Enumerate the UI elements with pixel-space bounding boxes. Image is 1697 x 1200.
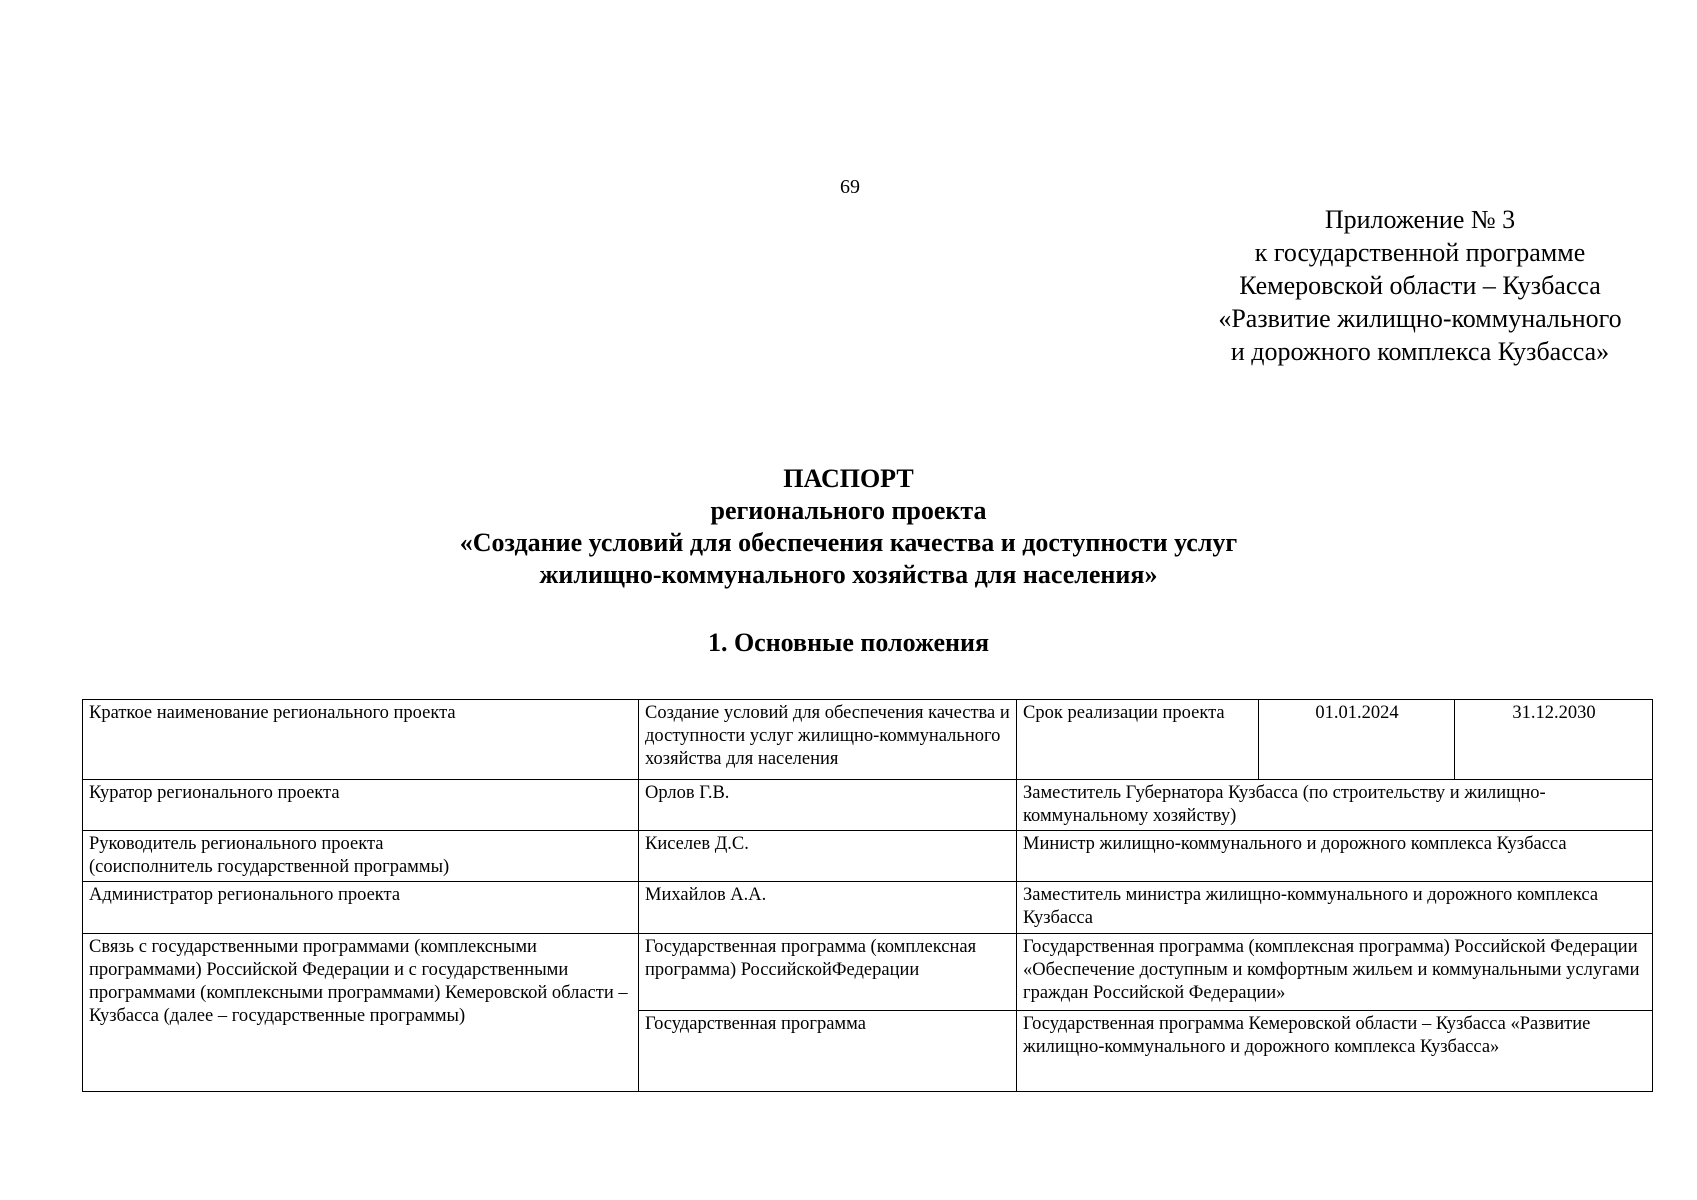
head-position: Министр жилищно-коммунального и дорожного комплекса Кузбасса (1017, 831, 1653, 882)
link-label: Связь с государственными программами (комплексными программами) Российской Федерации и с государственными программами (комплексными программами) Кемеровской области – Кузбасса (далее – государственные программы) (83, 934, 639, 1092)
table-row-curator (83, 780, 1653, 831)
table-row-head (83, 831, 1653, 882)
title-line: регионального проекта (710, 496, 987, 525)
curator-position: Заместитель Губернатора Кузбасса (по строительству и жилищно-коммунальному хозяйству) (1017, 780, 1653, 831)
page-number: 69 (840, 176, 860, 198)
term-label: Срок реализации проекта (1017, 700, 1259, 780)
appendix-note (1170, 203, 1670, 368)
appendix-line: к государственной программе (1254, 238, 1586, 267)
title-line: «Создание условий для обеспечения качества и доступности услуг (459, 528, 1238, 557)
head-name: Киселев Д.С. (639, 831, 1017, 882)
short-name-label: Краткое наименование регионального проекта (83, 700, 639, 780)
passport-table (82, 699, 1653, 1092)
curator-name: Орлов Г.В. (639, 780, 1017, 831)
title-line: ПАСПОРТ (783, 464, 914, 493)
start-date: 01.01.2024 (1259, 700, 1455, 780)
appendix-line: Кемеровской области – Кузбасса (1239, 271, 1601, 300)
table-row-short-name (83, 700, 1653, 780)
admin-label: Администратор регионального проекта (83, 882, 639, 934)
section-heading: 1. Основные положения (707, 628, 990, 657)
appendix-line: и дорожного комплекса Кузбасса» (1230, 337, 1610, 366)
table-row-link-federal (83, 934, 1653, 1011)
short-name-value: Создание условий для обеспечения качества и доступности услуг жилищно-коммунального хозяйства для населения (639, 700, 1017, 780)
document-title (0, 463, 1697, 591)
admin-name: Михайлов А.А. (639, 882, 1017, 934)
appendix-line: Приложение № 3 (1324, 205, 1516, 234)
regional-program-name: Государственная программа Кемеровской области – Кузбасса «Развитие жилищно-коммунального и дорожного комплекса Кузбасса» (1017, 1011, 1653, 1092)
curator-label: Куратор регионального проекта (83, 780, 639, 831)
head-label (83, 831, 639, 882)
admin-position: Заместитель министра жилищно-коммунального и дорожного комплекса Кузбасса (1017, 882, 1653, 934)
appendix-line: «Развитие жилищно-коммунального (1218, 304, 1622, 333)
end-date: 31.12.2030 (1455, 700, 1653, 780)
title-line: жилищно-коммунального хозяйства для населения» (539, 560, 1158, 589)
table-row-admin (83, 882, 1653, 934)
head-label-line: Руководитель регионального проекта (89, 834, 384, 854)
federal-program-type: Государственная программа (комплексная программа) РоссийскойФедерации (639, 934, 1017, 1011)
federal-program-name: Государственная программа (комплексная программа) Российской Федерации «Обеспечение доступным и комфортным жильем и коммунальными услугами граждан Российской Федерации» (1017, 934, 1653, 1011)
regional-program-type: Государственная программа (639, 1011, 1017, 1092)
head-label-line: (соисполнитель государственной программы) (89, 857, 450, 877)
